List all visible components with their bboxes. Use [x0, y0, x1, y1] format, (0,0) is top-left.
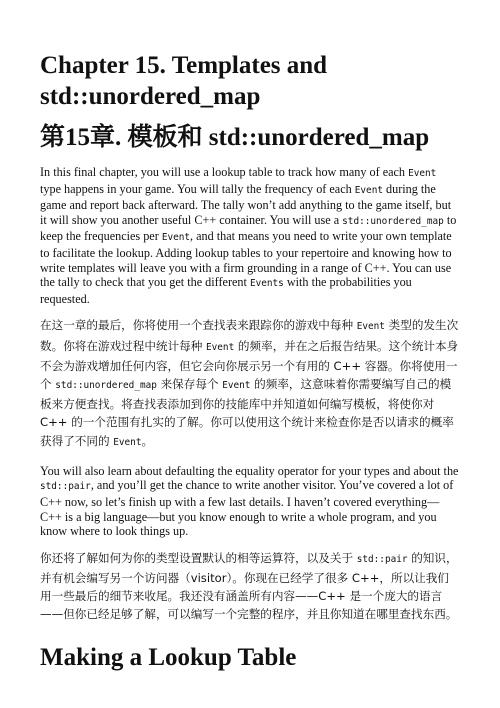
- paragraph-intro-cn: [40, 316, 460, 451]
- inline-code: Events: [249, 278, 284, 290]
- text: You will also learn about defaulting the equality operator for your types and about the: [40, 463, 459, 478]
- inline-code: Event: [408, 168, 437, 179]
- inline-code: std::pair: [40, 481, 91, 493]
- text: 类型的发生次数。你将在游戏过程中统计每种: [40, 318, 459, 353]
- chapter-title-cn-prefix: 第15章. 模板和: [40, 124, 209, 151]
- inline-code: Event: [356, 321, 385, 333]
- inline-code: Event: [354, 184, 383, 196]
- text: 你还将了解如何为你的类型设置默认的相等运算符，以及关于: [40, 550, 357, 565]
- text: , and you’ll get the chance to write another visitor. You’ve covered a lot of C++ now, so let’s finish up with a few last details. I haven’t covered everything—C++ is a big language—but you know enough to write a whole program, and you know where to look things up.: [40, 478, 454, 539]
- text: type happens in your game. You will tally the frequency of each: [40, 181, 355, 196]
- text: In this final chapter, you will use a lookup table to track how many of each: [40, 165, 409, 179]
- document-page: [40, 50, 460, 673]
- text: 的知识，并有机会编写另一个访问器（visitor）。你现在已经学了很多 C++，所以让我们用一些最后的细节来收尾。我还没有涵盖所有内容——C++ 是一个庞大的语言——但你已经足够了解，可以编写一个完整的程序，并且你知道在哪里查找东西。: [40, 550, 458, 622]
- section-heading: Making a Lookup Table: [40, 643, 297, 671]
- chapter-title-cn-code: std::unordered_map: [208, 124, 430, 151]
- chapter-title-en: [40, 50, 460, 112]
- text: to keep the frequencies per: [40, 212, 457, 244]
- chapter-title-en-line2: std::unordered_map: [40, 83, 261, 110]
- text: , and that means you need to write your own template to facilitate the lookup. Adding lookup tables to your repertoire and knowing how to write templates will leave you with a firm grounding in a range of C++. You can use the tally to check that you get the different: [40, 229, 452, 290]
- chapter-title-en-line1: Chapter 15. Templates and: [40, 52, 328, 79]
- inline-code: Event: [206, 341, 235, 353]
- text: 的频率，并在之后报告结果。这个统计本身不会为游戏增加任何内容，但它会向你展示另一个有用的 C++ 容器。你将使用一个: [40, 338, 459, 391]
- text: with the probabilities you requested.: [40, 275, 412, 306]
- paragraph-overview-en: [40, 464, 460, 539]
- paragraph-overview-cn: [40, 549, 460, 624]
- text: 在这一章的最后，你将使用一个查找表来跟踪你的游戏中每种: [40, 318, 357, 333]
- paragraph-intro-en: [40, 165, 460, 306]
- text: during the game and report back afterward. The tally won’t add anything to the game itself, but it will show you another useful C++ container. You will use a: [40, 181, 452, 227]
- inline-code: std::pair: [356, 553, 408, 565]
- inline-code: Event: [161, 232, 191, 244]
- inline-code: Event: [222, 379, 251, 391]
- inline-code: Event: [113, 436, 142, 448]
- inline-code: std::unordered_map: [55, 379, 157, 391]
- text: 。: [141, 433, 154, 448]
- text: 来保存每个: [156, 376, 223, 391]
- chapter-title-cn: [40, 122, 460, 153]
- text: 的频率，这意味着你需要编写自己的模板来方便查找。将查找表添加到你的技能库中并知道如何编写模板，将使你对 C++ 的一个范围有扎实的了解。你可以使用这个统计来检查你是否以请求的概率获得了不同的: [40, 376, 454, 448]
- inline-code: std::unordered_map: [342, 215, 444, 227]
